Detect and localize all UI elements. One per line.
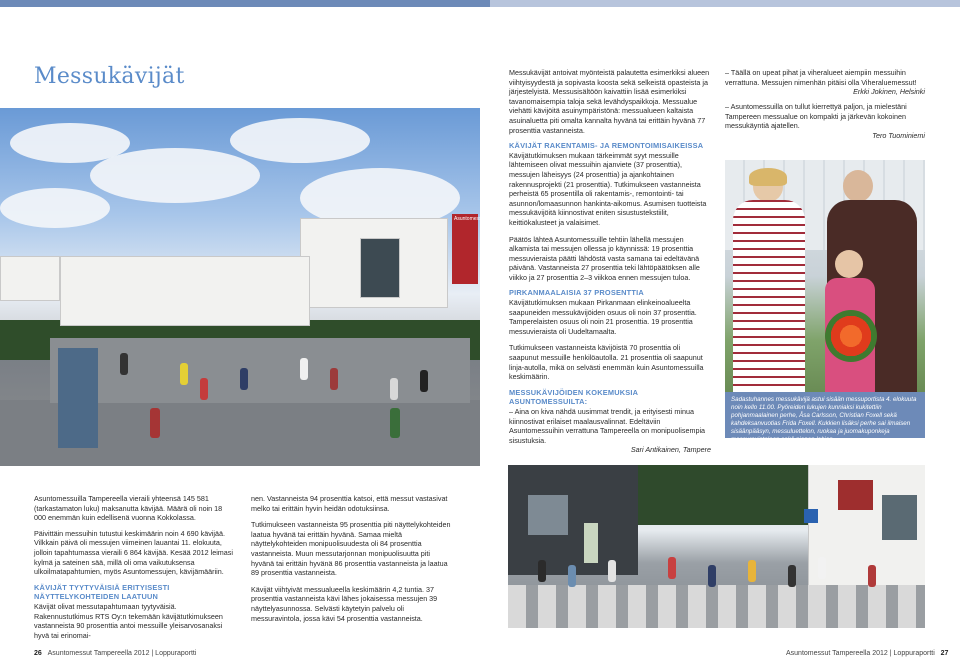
footer-left bbox=[34, 650, 196, 657]
quote-author: Erkki Jokinen, Helsinki bbox=[853, 87, 925, 97]
section-heading: MESSUKÄVIJÖIDEN KOKEMUKSIA ASUNTOMESSUILTA: bbox=[509, 387, 638, 407]
paragraph: Tutkimukseen vastanneista 95 prosenttia piti näyttelykohteiden laatua hyvänä tai erittäin hyvänä. Samaa mieltä näyttelykohteiden monipuolisuudesta oli 84 prosenttia vastanneista. Muun messutarjonnan monipuolisuutta piti hyvänä tai erittäin hyvänä 86 prosenttia vastanneista ja laatua 89 prosenttia vastanneista. bbox=[251, 520, 451, 578]
section-heading: KÄVIJÄT RAKENTAMIS- JA REMONTOIMISAIKEISSA bbox=[509, 141, 704, 151]
paragraph: Kävijätutkimuksen mukaan Pirkanmaan elinkeinoalueelta saapuneiden messukävijöiden osuus oli noin 37 prosenttia. Tamperelaisten osuus oli noin 21 prosenttia. 19 prosenttia messuvieraista oli Uudeltamaalta. bbox=[509, 298, 697, 336]
intro-paragraph: Messukävijät antoivat myönteistä palautetta esimerkiksi alueen viihtyisyydestä ja sopivasta koosta sekä selkeistä opasteista ja järjestelyistä. Messusisältöön kaivattiin lisää esimerkiksi tavanomaisempia taloja sekä levähdyspaikkoja. Messualue viehätti kävijöitä asuinympäristönä: messualueen kaltaista asuinaluetta piti omalta kannalta hyvänä tai erittäin hyvänä 77 prosenttia vastanneista. bbox=[509, 68, 710, 135]
paragraph: Kävijät olivat messutapahtumaan tyytyväisiä. Rakennustutkimus RTS Oy:n tekemään kävijätutkimukseen vastanneista 90 prosenttia antoi messuille yleisarvosanaksi hyvä tai erinomai- bbox=[34, 601, 223, 640]
paragraph: Päivittäin messuihin tutustui keskimäärin noin 4 690 kävijää. Vilkkain päivä oli messujen viimeinen lauantai 11. elokuuta, jolloin tapahtumassa vieraili 6 864 kävijää. Kesää 2012 leimasi kylmä ja sateinen sää, millä oli oma vaikutuksensa ulkoilmatapahtumien, myös Asuntomessujen, kävijämääriin. bbox=[34, 528, 233, 577]
footer-text: Asuntomessut Tampereella 2012 | Loppuraportti bbox=[786, 650, 935, 657]
street-visitors-photo bbox=[508, 465, 925, 628]
page-number: 27 bbox=[940, 650, 949, 657]
family-portrait-photo bbox=[725, 160, 925, 392]
visitor-quote: – Aina on kiva nähdä uusimmat trendit, ja erityisesti minua kiinnostivat erilaiset maalausvalinnat. Edeltäviin Asuntomessuihin verrattuna Tampereella on monipuolisempia sisustuksia. bbox=[509, 407, 706, 445]
paragraph: nen. Vastanneista 94 prosenttia katsoi, että messut vastasivat melko tai erittäin hyvin heidän odotuksiinsa. bbox=[251, 494, 448, 513]
photo-caption: Sadastuhannes messukävijä astui sisään messuportista 4. elokuuta noin kello 11.00. Pyöreiden lukujen kunniaksi kukitettiin pohjanmaalainen perhe, Åsa Carlsson, Christian Foxell sekä kahdeksanvuotias Frida Foxell. Kukkien lisäksi perhe sai ilmaisen sisäänpääsyn, messuluettelon, ruokaa ja juomakuponkeja messuravintolaan sekä pienen lahjan. bbox=[725, 392, 925, 438]
fair-area-photo bbox=[0, 108, 486, 466]
section-heading: PIRKANMAALAISIA 37 PROSENTTIA bbox=[509, 288, 644, 298]
page-title: Messukävijät bbox=[34, 64, 185, 89]
paragraph: Tutkimukseen vastanneista kävijöistä 70 prosenttia oli saapunut messuille henkilöautolla. 21 prosenttia oli saapunut linja-autolla, mikä on selvästi enemmän kuin Asuntomessuilla keskimäärin. bbox=[509, 343, 704, 382]
top-color-bar-right bbox=[490, 0, 960, 7]
footer-text: Asuntomessut Tampereella 2012 | Loppuraportti bbox=[47, 650, 197, 657]
quote-author: Tero Tuominiemi bbox=[872, 130, 925, 140]
page-number: 26 bbox=[34, 650, 42, 657]
visitor-quote: – Asuntomessuilla on tullut kierrettyä paljon, ja mielestäni Tampereen messualue on kompakti ja järkevän kokoinen messukäyntiä ajatellen. bbox=[725, 102, 907, 131]
visitor-quote: – Täällä on upeat pihat ja viheralueet aiempiin messuihin verrattuna. Messujen nimenhän pitäisi olla Viheraluemessut! bbox=[725, 68, 917, 87]
top-color-bar-left bbox=[0, 0, 490, 7]
paragraph: Kävijät viihtyivät messualueella keskimäärin 4,2 tuntia. 37 prosenttia vastanneista kävi lähes jokaisessa messujen 39 näyttelyasunnossa. Selvästi käytetyin palvelu oli messuravintola, jossa kävi 54 prosenttia vastanneista. bbox=[251, 584, 438, 623]
paragraph: Kävijätutkimuksen mukaan tärkeimmät syyt messuille lähtemiseen olivat messuihin ajanviete (37 prosenttia), messujen läheisyys (24 prosenttia) ja ajankohtainen rakennusprojekti (21 prosenttia). Tutkimukseen vastanneista perheistä 65 prosentilla oli rakentamis-, remontointi- tai asunnon/lomaasunnon hankinta-aikomus. Asumisen tuotteista messukävijöitä kiinnostivat eniten sisustustekstiilit, keittiökalusteet ja valaisimet. bbox=[509, 150, 707, 227]
paragraph: Päätös lähteä Asuntomessuille tehtiin lähellä messujen alkamista tai messujen ollessa jo käynnissä: 19 prosenttia messuvieraista päätti lähdöstä vasta samana tai edeltävänä päivänä. Vastanneista 27 prosenttia teki lähtöpäätöksen alle viikko ja 27 prosenttia 2–3 viikkoa ennen messujen tuloa. bbox=[509, 234, 700, 282]
footer-right bbox=[786, 650, 948, 657]
quote-author: Sari Antikainen, Tampere bbox=[630, 445, 711, 455]
paragraph: Asuntomessuilla Tampereella vieraili yhteensä 145 581 (tarkastamaton luku) maksanutta kävijää. Määrä oli noin 18 000 enemmän kuin edellisenä vuonna Kokkolassa. bbox=[34, 494, 223, 523]
section-heading: KÄVIJÄT TYYTYVÄISIÄ ERITYISESTI NÄYTTELYKOHTEIDEN LAATUUN bbox=[34, 582, 170, 602]
fair-sign: Asuntomessut bbox=[452, 214, 478, 284]
